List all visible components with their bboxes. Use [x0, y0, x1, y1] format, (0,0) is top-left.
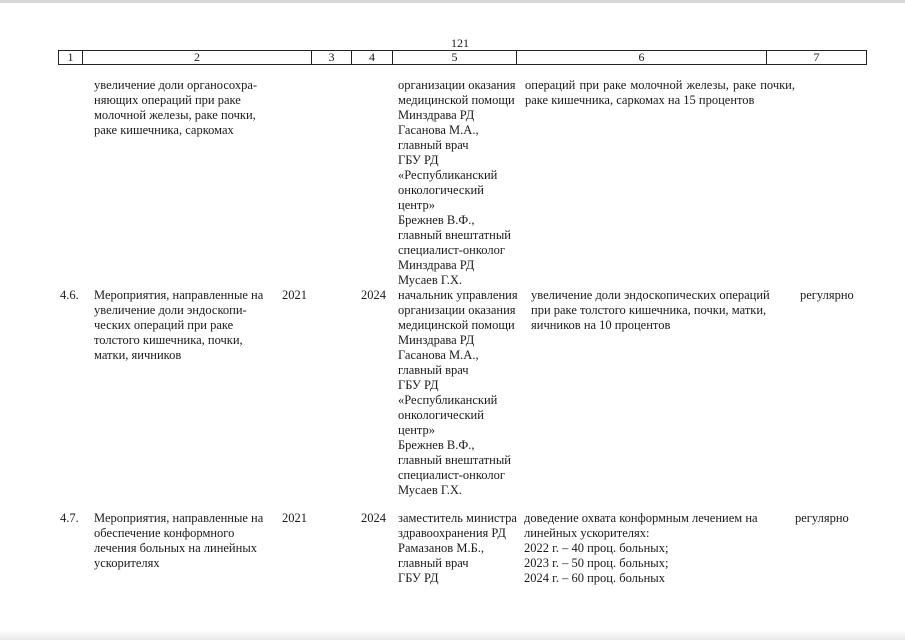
row-responsible: начальник управления организации оказания медицинской помощи Минздрава РД Гасанова М.А., главный врач ГБУ РД «Республиканский онкологический центр» Брежнев В.Ф., главный внештатный специалист-онколог Мусаев Г.Х.: [398, 288, 518, 497]
cont-measure: увеличение доли органосохра- няющих операций при раке молочной железы, раке почки, раке кишечника, саркомах: [94, 78, 258, 137]
cont-responsible: организации оказания медицинской помощи Минздрава РД Гасанова М.А., главный врач ГБУ РД «Республиканский онкологический центр» Брежнев В.Ф., главный внештатный специалист-онколог Минздрава РД Мусаев Г.Х.: [398, 78, 516, 287]
header-col-6: 6: [517, 51, 767, 65]
header-col-5: 5: [393, 51, 517, 65]
row-end-year: 2024: [361, 288, 386, 302]
header-col-7: 7: [767, 51, 867, 65]
row-responsible: заместитель министра здравоохранения РД Рамазанов М.Б., главный врач ГБУ РД: [398, 511, 517, 585]
row-number: 4.6.: [60, 288, 79, 302]
row-measure: Мероприятия, направленные на увеличение доли эндоскопи- ческих операций при раке толстого кишечника, почки, матки, яичников: [94, 288, 264, 362]
page-number: 121: [451, 36, 469, 50]
header-col-3: 3: [312, 51, 352, 65]
column-number-header: [58, 50, 867, 65]
row-period: регулярно: [795, 511, 849, 525]
row-number: 4.7.: [60, 511, 79, 525]
header-col-4: 4: [352, 51, 393, 65]
scan-edge-bottom: [0, 630, 905, 640]
header-col-1: 1: [59, 51, 83, 65]
row-result: увеличение доли эндоскопических операций при раке толстого кишечника, почки, матки, яичников на 10 процентов: [531, 288, 770, 332]
row-result: доведение охвата конформным лечением на линейных ускорителях: 2022 г. – 40 проц. больных; 2023 г. – 50 проц. больных; 2024 г. – 60 проц. больных: [524, 511, 758, 585]
scan-edge-top: [0, 0, 905, 3]
header-col-2: 2: [83, 51, 312, 65]
row-start-year: 2021: [282, 288, 307, 302]
row-start-year: 2021: [282, 511, 307, 525]
cont-result: операций при раке молочной железы, раке почки, раке кишечника, саркомах на 15 процентов: [525, 78, 795, 107]
row-measure: Мероприятия, направленные на обеспечение конформного лечения больных на линейных ускорителях: [94, 511, 264, 570]
row-period: регулярно: [800, 288, 854, 302]
row-end-year: 2024: [361, 511, 386, 525]
